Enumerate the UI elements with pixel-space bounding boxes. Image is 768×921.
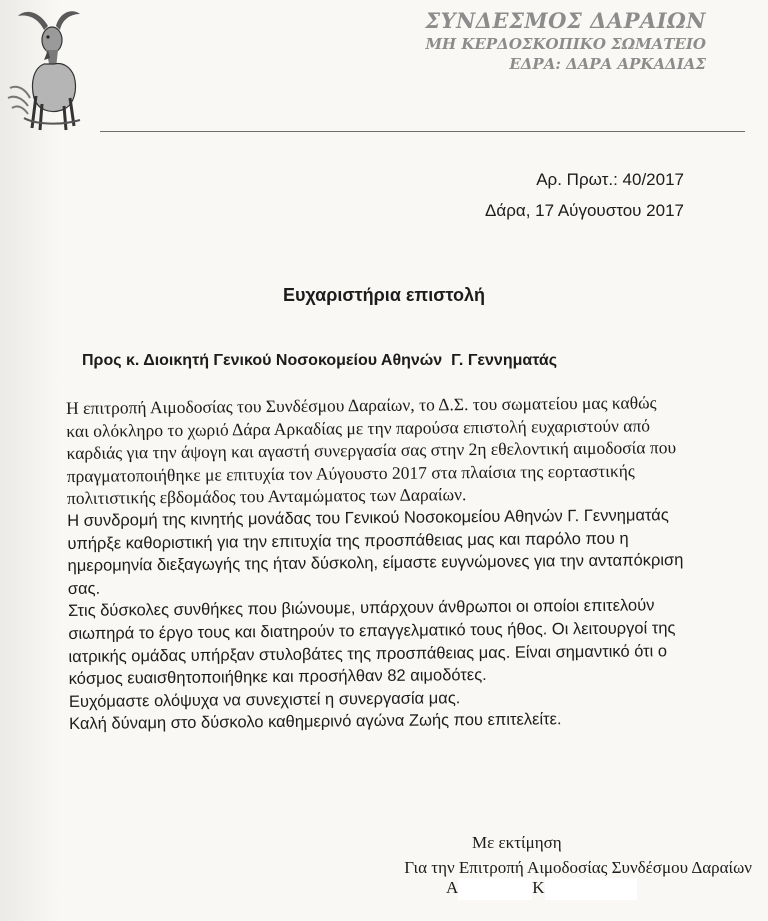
body-line: κόσμος ευαισθητοποιήθηκε και προσήλθαν 82 αιμοδότες. bbox=[68, 666, 487, 689]
body-line: υπήρξε καθοριστική για την επιτυχία της προσπάθειας μας και παρόλο που η bbox=[67, 529, 629, 553]
header-divider bbox=[100, 131, 745, 132]
organization-header bbox=[425, 8, 706, 74]
letter-body bbox=[66, 390, 759, 736]
letter-date: Δάρα, 17 Αύγουστου 2017 bbox=[485, 201, 684, 220]
body-line: σας. bbox=[67, 579, 101, 598]
recipient-line: Προς κ. Διοικητή Γενικού Νοσοκομείου Αθηνών Γ. Γεννηματάς bbox=[82, 352, 558, 369]
body-line: Στις δύσκολες συνθήκες που βιώνουμε, υπάρχουν άνθρωποι οι οποίοι επιτελούν bbox=[67, 596, 655, 621]
signature-on-behalf: Για την Επιτροπή Αιμοδοσίας Συνδέσμου Δαραίων bbox=[404, 858, 752, 877]
body-line: ημερομηνία διεξαγωγής της ήταν δύσκολη, είμαστε ευγνώμονες για την ανταπόκριση bbox=[67, 551, 684, 576]
body-line: Ευχόμαστε ολόψυχα να συνεχιστεί η συνεργασία μας. bbox=[68, 688, 461, 711]
body-line: και ολόκληρο το χωριό Δάρα Αρκαδίας με την παρούσα επιστολή ευχαριστούν από bbox=[66, 414, 651, 441]
scan-edge-shadow bbox=[0, 0, 60, 921]
redaction-box bbox=[458, 878, 532, 900]
body-line: πολιτιστικής εβδομάδος του Ανταμώματος των Δαραίων. bbox=[66, 484, 467, 509]
org-type: ΜΗ ΚΕΡΔΟΣΚΟΠΙΚΟ ΣΩΜΑΤΕΙΟ bbox=[425, 35, 706, 53]
signatory-name bbox=[446, 878, 637, 900]
body-line: Η συνδρομή της κινητής μονάδας του Γενικού Νοσοκομείου Αθηνών Γ. Γεννηματάς bbox=[67, 506, 669, 530]
goat-logo-icon bbox=[4, 6, 100, 136]
signatory-initial-first: Α bbox=[446, 878, 459, 897]
redaction-box bbox=[545, 878, 637, 900]
protocol-number: Αρ. Πρωτ.: 40/2017 bbox=[536, 170, 684, 189]
signature-closing: Με εκτίμηση bbox=[472, 833, 562, 852]
signatory-initial-last: Κ bbox=[532, 878, 545, 897]
body-line: ιατρικής ομάδας υπήρξαν στυλοβάτες της προσπάθειας μας. Είναι σημαντικό ότι ο bbox=[68, 641, 668, 666]
org-name: ΣΥΝΔΕΣΜΟΣ ΔΑΡΑΙΩΝ bbox=[425, 8, 706, 33]
body-line: καρδιάς για την άψογη και αγαστή συνεργασία σας στην 2η εθελοντική αιμοδοσία που bbox=[66, 437, 677, 464]
body-line: Καλή δύναμη στο δύσκολο καθημερινό αγώνα Ζωής που επιτελείτε. bbox=[69, 710, 562, 734]
signature-block bbox=[0, 830, 752, 880]
org-seat: ΕΔΡΑ: ΔΑΡΑ ΑΡΚΑΔΙΑΣ bbox=[509, 55, 706, 73]
body-line: Η επιτροπή Αιμοδοσίας του Συνδέσμου Δαραίων, το Δ.Σ. του σωματείου μας καθώς bbox=[66, 392, 657, 418]
body-line: πραγματοποιήθηκε με επιτυχία τον Αύγουστο 2017 στα πλαίσια της εορταστικής bbox=[66, 460, 635, 486]
letter-title: Ευχαριστήρια επιστολή bbox=[282, 285, 486, 305]
body-line: σιωπηρά το έργο τους και διατηρούν το επαγγελματικό τους ήθος. Οι λειτουργοί της bbox=[68, 619, 676, 643]
